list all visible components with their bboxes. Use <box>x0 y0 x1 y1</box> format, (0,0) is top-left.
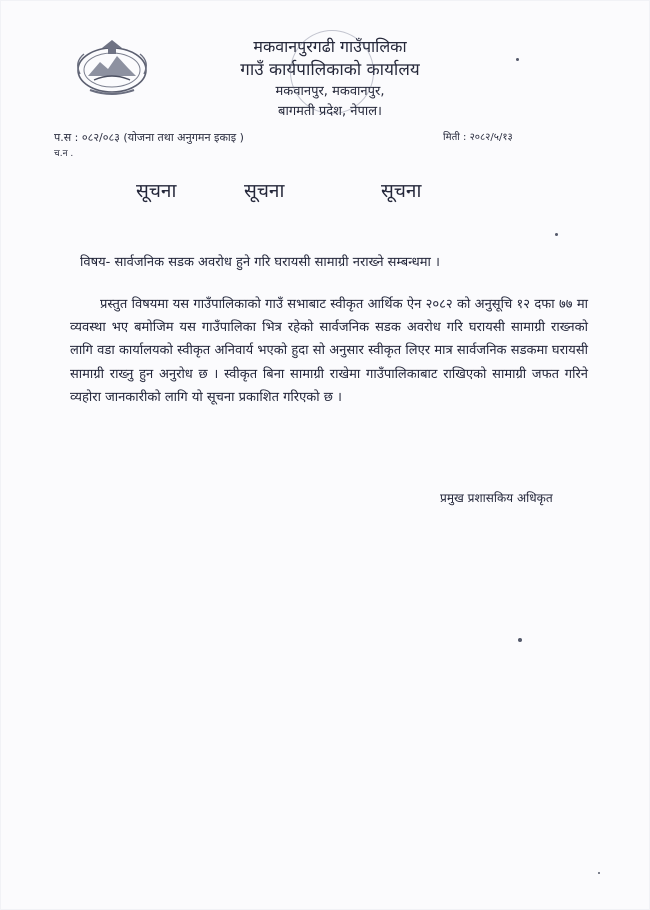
address-line1: मकवानपुर, मकवानपुर, <box>275 84 385 99</box>
notice-body: प्रस्तुत विषयमा यस गाउँपालिकाको गाउँ सभाबाट स्वीकृत आर्थिक ऐन २०८२ को अनुसूचि १२ दफा ७७ मा व्यवस्था भए बमोजिम यस गाउँपालिका भित्र रहेको सार्वजनिक सडक अवरोध गरि घरायसी सामाग्री राख्नको लागि वडा कार्यालयको स्वीकृत अनिवार्य भएको हुदा सो अनुसार स्वीकृत लिएर मात्र सार्वजनिक सडकमा घरायसी सामाग्री राख्नु हुन अनुरोध छ । स्वीकृत बिना सामाग्री राखेमा गाउँपालिकाबाट राखिएको सामाग्री जफत गरिने व्यहोरा जानकारीको लागि यो सूचना प्रकाशित गरिएको छ । <box>70 297 588 405</box>
reference-number: प.स : ०८२/०८३ (योजना तथा अनुगमन इकाइ ) <box>54 131 244 144</box>
paper-speck <box>555 233 558 236</box>
subject-line: विषय- सार्वजनिक सडक अवरोध हुने गरि घरायसी सामाग्री नराख्ने सम्बन्धमा । <box>80 255 440 270</box>
office-header <box>200 36 460 122</box>
paper-speck <box>516 58 519 61</box>
office-name-line2: गाउँ कार्यपालिकाको कार्यालय <box>240 60 420 80</box>
notice-heading: सूचना <box>381 180 422 202</box>
office-name-line1: मकवानपुरगढी गाउँपालिका <box>253 37 407 56</box>
address-line2: बागमती प्रदेश, नेपाल। <box>278 104 382 119</box>
dispatch-number: च.न . <box>54 149 74 159</box>
notice-heading: सूचना <box>136 180 177 202</box>
paper-speck <box>598 872 600 874</box>
nepal-emblem-icon <box>70 32 154 100</box>
signatory-title: प्रमुख प्रशासकिय अधिकृत <box>440 491 553 505</box>
notice-heading: सूचना <box>244 180 285 202</box>
paper-speck <box>518 638 522 642</box>
date: मिती : २०८२/५/१३ <box>443 132 513 143</box>
